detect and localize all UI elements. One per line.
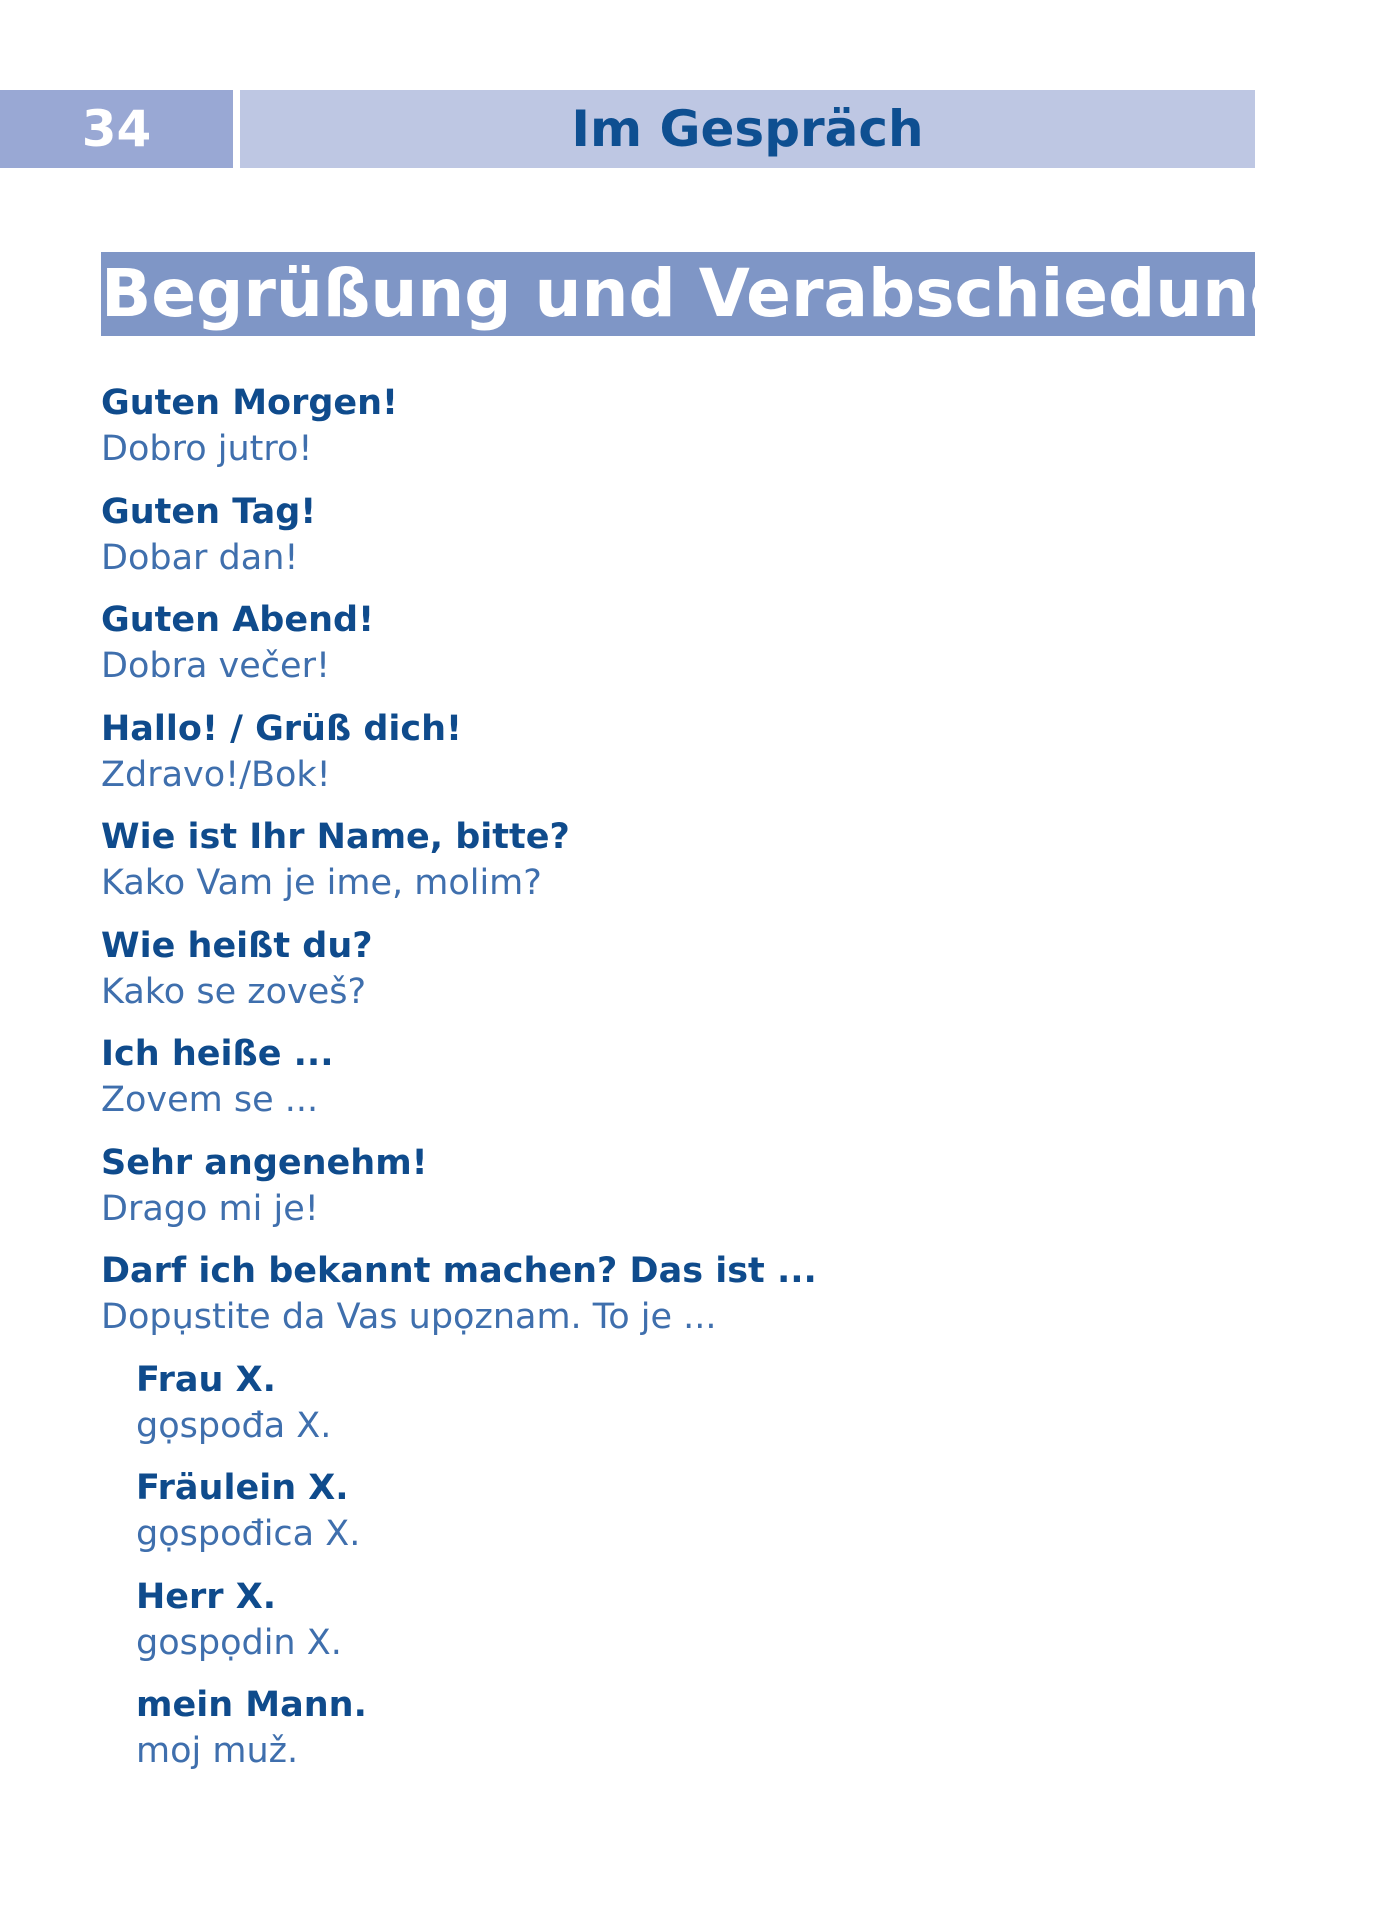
- german-phrase: Herr X.: [136, 1576, 277, 1617]
- phrase-item: [101, 923, 1251, 1032]
- page-number: 34: [0, 90, 233, 168]
- croatian-translation: moj muž.: [136, 1731, 299, 1771]
- croatian-translation: Zovem se ...: [101, 1080, 319, 1120]
- croatian-translation: Kako Vam je ime, molim?: [101, 863, 542, 903]
- german-phrase: Guten Morgen!: [101, 383, 399, 423]
- croatian-translation: Dobra večer!: [101, 646, 330, 686]
- chapter-title: Im Gespräch: [240, 90, 1255, 168]
- german-phrase: Wie ist Ihr Name, bitte?: [101, 817, 570, 857]
- german-phrase: Guten Tag!: [101, 491, 317, 532]
- phrase-item-sub: [101, 1465, 1251, 1574]
- phrase-item-sub: [101, 1357, 1251, 1466]
- phrase-item-sub: [101, 1682, 1251, 1791]
- croatian-translation: gọspođa X.: [136, 1405, 332, 1446]
- german-phrase: Frau X.: [136, 1359, 276, 1400]
- german-phrase: Sehr angenehm!: [101, 1142, 428, 1183]
- phrase-item: [101, 489, 1251, 598]
- phrase-item: [101, 706, 1251, 815]
- croatian-translation: gọspođica X.: [136, 1514, 361, 1554]
- german-phrase: Guten Abend!: [101, 600, 375, 640]
- phrase-item: [101, 597, 1251, 706]
- phrase-item: [101, 380, 1251, 489]
- croatian-translation: gospọdin X.: [136, 1622, 342, 1663]
- phrase-item: [101, 814, 1251, 923]
- german-phrase: Wie heißt du?: [101, 925, 373, 966]
- german-phrase: Ich heiße ...: [101, 1034, 334, 1074]
- phrase-item: [101, 1031, 1251, 1140]
- german-phrase: Fräulein X.: [136, 1468, 349, 1508]
- german-phrase: Hallo! / Grüß dich!: [101, 708, 463, 749]
- croatian-translation: Dobro jutro!: [101, 429, 313, 469]
- croatian-translation: Zdravo!/Bok!: [101, 754, 331, 795]
- phrase-item-sub: [101, 1574, 1251, 1683]
- croatian-translation: Dobar dan!: [101, 537, 299, 578]
- croatian-translation: Kako se zoveš?: [101, 971, 367, 1012]
- phrase-list: [101, 380, 1251, 1791]
- phrase-item: [101, 1140, 1251, 1249]
- german-phrase: mein Mann.: [136, 1685, 367, 1725]
- croatian-translation: Drago mi je!: [101, 1188, 319, 1229]
- croatian-translation: Dopụstite da Vas upọznam. To je ...: [101, 1297, 717, 1337]
- phrase-item: [101, 1248, 1251, 1357]
- german-phrase: Darf ich bekannt machen? Das ist ...: [101, 1251, 817, 1291]
- section-title: Begrüßung und Verabschiedung: [101, 252, 1255, 336]
